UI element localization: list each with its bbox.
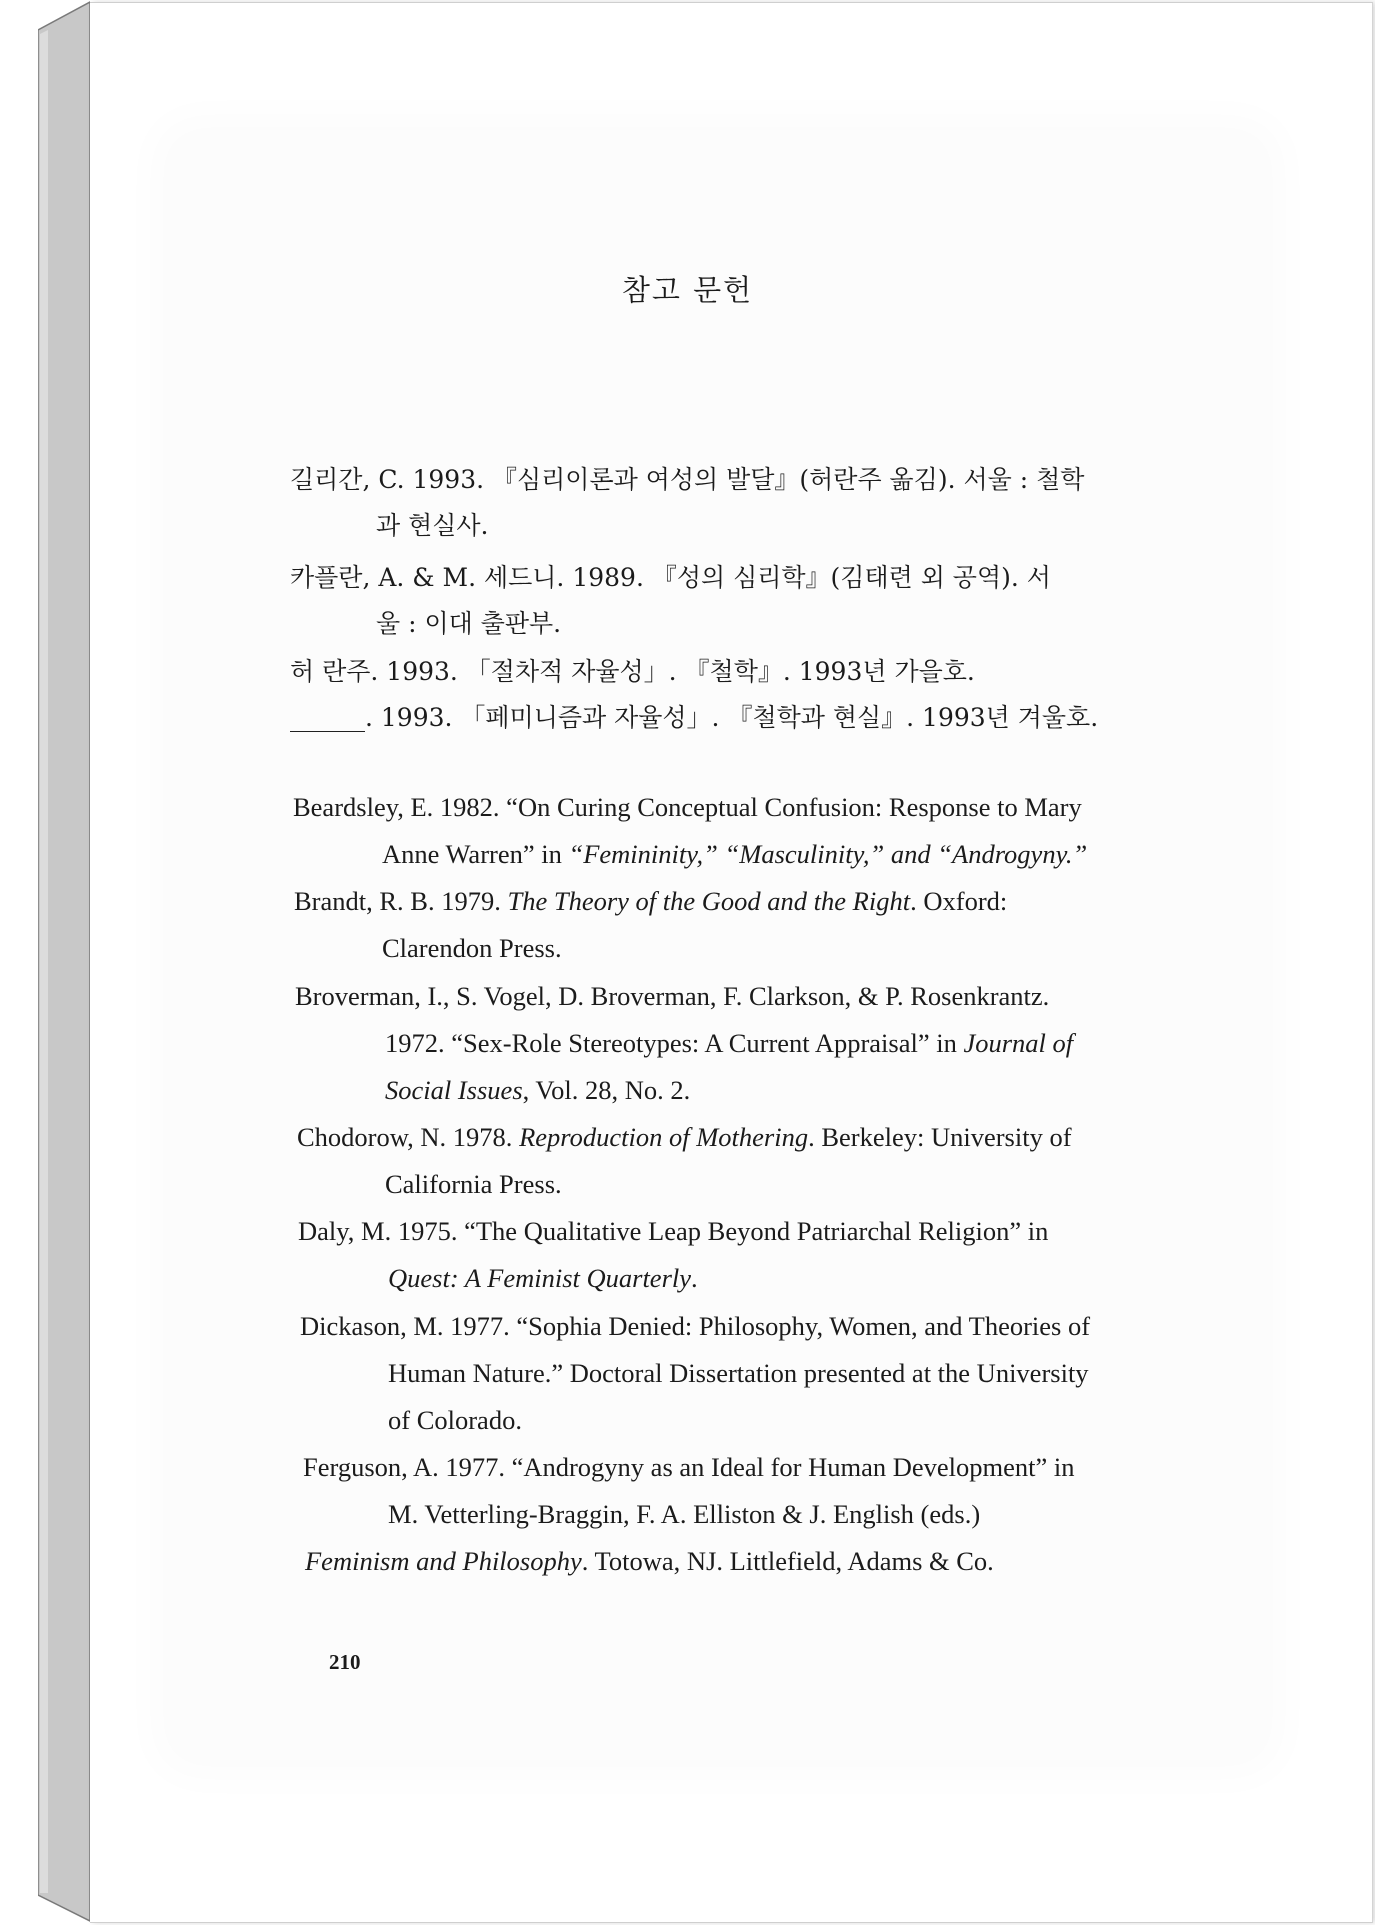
ref-daly-journal: Quest: A Feminist Quarterly	[388, 1263, 692, 1293]
ref-beardsley-title: “Femininity,” “Masculinity,” and “Androgyny.”	[568, 839, 1088, 869]
korean-ref-4: ______. 1993. 「페미니즘과 자율성」. 『철학과 현실』. 1993년 겨울호.	[290, 703, 1099, 732]
ref-broverman-line-1: Broverman, I., S. Vogel, D. Broverman, F. Clarkson, & P. Rosenkrantz.	[295, 981, 1050, 1011]
ref-chodorow-line-2: California Press.	[385, 1169, 562, 1199]
korean-ref-2-line-2: 울 : 이대 출판부.	[376, 609, 562, 638]
ref-broverman-journal-cont: Social Issues	[385, 1075, 523, 1105]
ref-brandt-line-1: Brandt, R. B. 1979. The Theory of the Good and the Right. Oxford:	[294, 886, 1008, 916]
ref-ferguson-line-3: Feminism and Philosophy. Totowa, NJ. Littlefield, Adams & Co.	[305, 1546, 994, 1576]
ref-chodorow-title: Reproduction of Mothering	[519, 1122, 809, 1152]
ref-broverman-line-2: 1972. “Sex-Role Stereotypes: A Current Appraisal” in Journal of	[385, 1028, 1074, 1058]
ref-brandt-title: The Theory of the Good and the Right	[507, 886, 911, 916]
ref-daly-line-2: Quest: A Feminist Quarterly.	[388, 1263, 698, 1293]
ref-beardsley-line-2: Anne Warren” in “Femininity,” “Masculinity,” and “Androgyny.”	[382, 839, 1088, 869]
ref-ferguson-line-1: Ferguson, A. 1977. “Androgyny as an Ideal for Human Development” in	[303, 1452, 1075, 1482]
page-number: 210	[329, 1650, 361, 1674]
ref-chodorow-line-1: Chodorow, N. 1978. Reproduction of Mothering. Berkeley: University of	[297, 1122, 1072, 1152]
ref-broverman-line-3: Social Issues, Vol. 28, No. 2.	[385, 1075, 691, 1105]
ref-brandt-line-2: Clarendon Press.	[382, 933, 562, 963]
ref-dickason-line-3: of Colorado.	[388, 1405, 522, 1435]
ref-ferguson-line-2: M. Vetterling-Braggin, F. A. Elliston & J. English (eds.)	[388, 1499, 981, 1529]
ref-beardsley-line-1: Beardsley, E. 1982. “On Curing Conceptual Confusion: Response to Mary	[293, 792, 1082, 822]
ref-broverman-journal: Journal of	[963, 1028, 1074, 1058]
korean-ref-1-line-2: 과 현실사.	[376, 511, 489, 540]
ref-ferguson-book: Feminism and Philosophy	[305, 1546, 582, 1576]
korean-ref-3: 허 란주. 1993. 「절차적 자율성」. 『철학』. 1993년 가을호.	[290, 657, 975, 686]
page-title: 참고 문헌	[621, 273, 754, 307]
korean-ref-2-line-1: 카플란, A. & M. 세드니. 1989. 『성의 심리학』(김태련 외 공역). 서	[290, 563, 1051, 592]
ref-dickason-line-1: Dickason, M. 1977. “Sophia Denied: Philosophy, Women, and Theories of	[300, 1311, 1091, 1341]
ref-daly-line-1: Daly, M. 1975. “The Qualitative Leap Beyond Patriarchal Religion” in	[298, 1216, 1049, 1246]
korean-ref-1-line-1: 길리간, C. 1993. 『심리이론과 여성의 발달』(허란주 옮김). 서울 : 철학	[290, 465, 1085, 494]
ref-dickason-line-2: Human Nature.” Doctoral Dissertation presented at the University	[388, 1358, 1089, 1388]
